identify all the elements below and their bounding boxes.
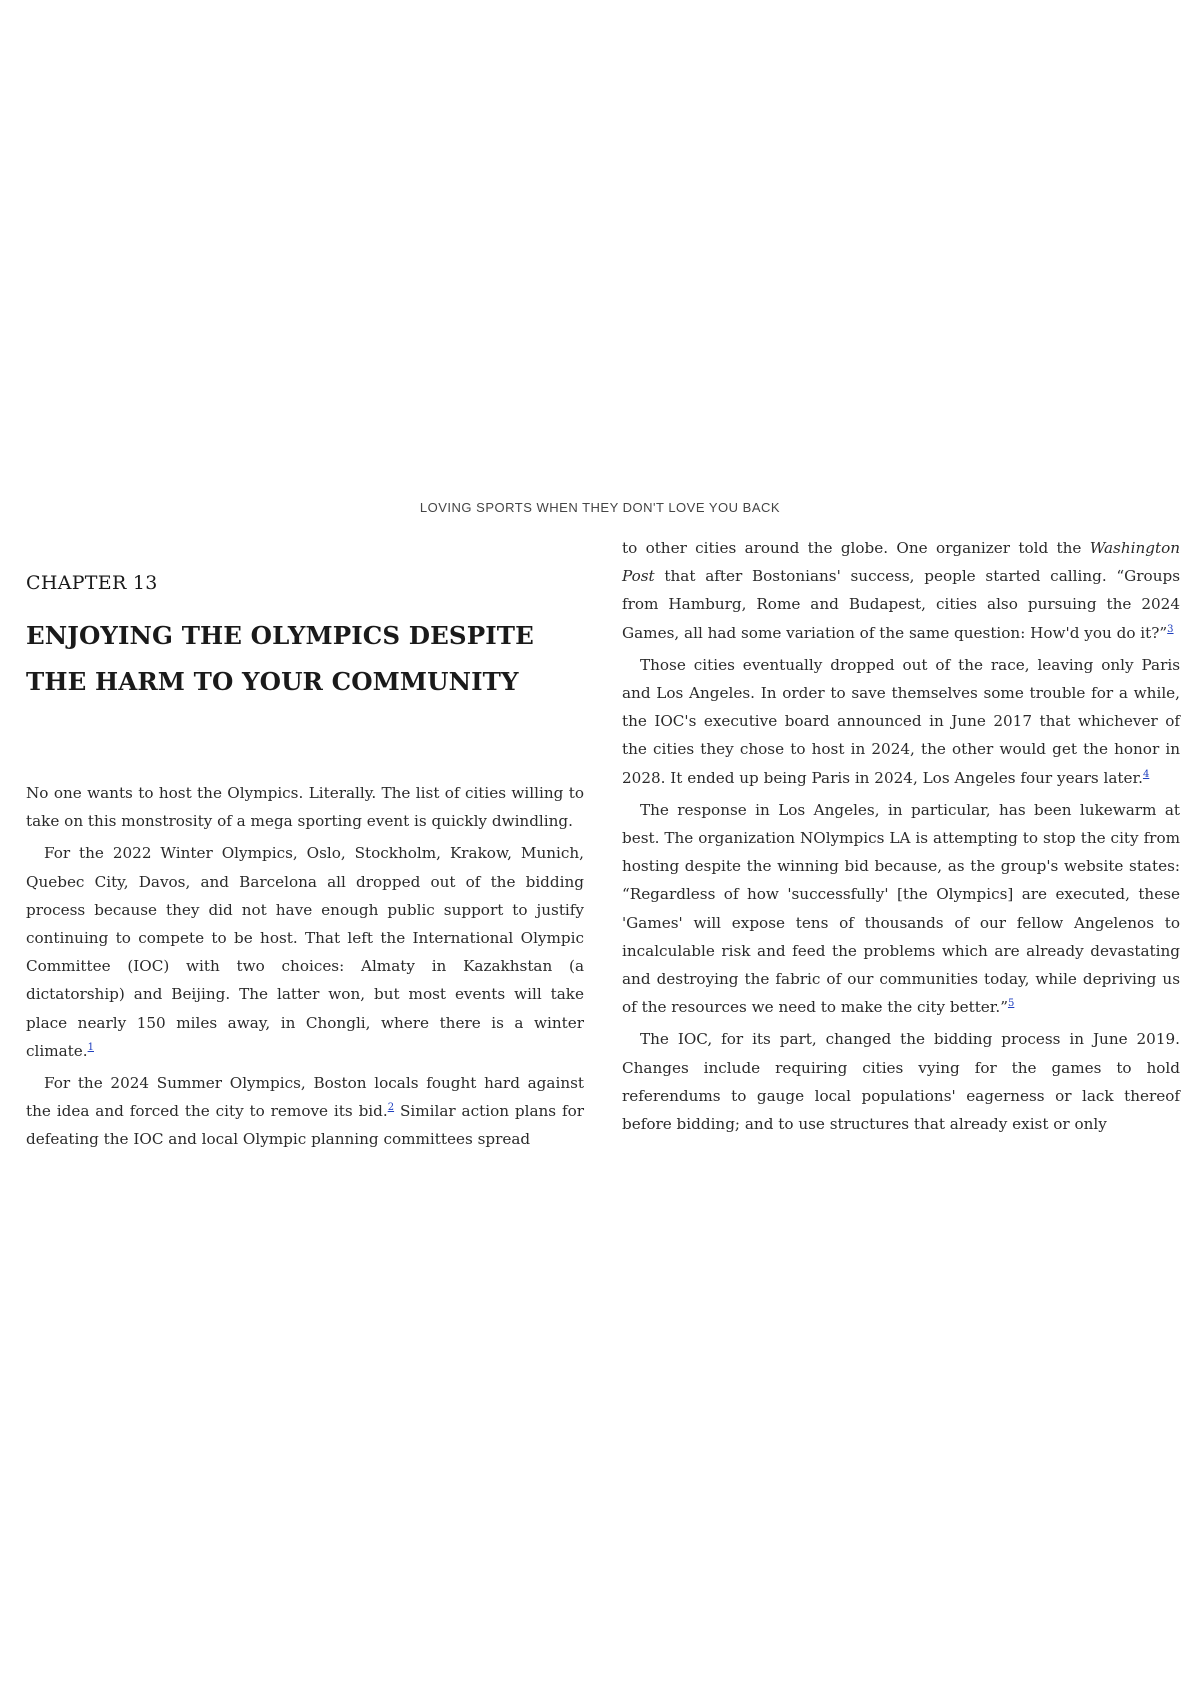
chapter-title-line-1: ENJOYING THE OLYMPICS DESPITE — [26, 621, 534, 650]
footnote-link-1[interactable]: 1 — [87, 1041, 94, 1053]
right-paragraph-2-text: Those cities eventually dropped out of the race, leaving only Paris and Los Angeles. In order to save themselves some trouble for a while, the IOC's executive board announced in June 2017 that whichever of the cities they chose to host in 2024, the other would get the honor in 2028. It ended up being Paris in 2024, Los Angeles four years later. — [622, 655, 1180, 787]
left-column — [26, 534, 584, 1154]
footnote-link-5[interactable]: 5 — [1007, 998, 1015, 1010]
right-paragraph-3 — [622, 796, 1180, 1022]
footnote-link-2[interactable]: 2 — [387, 1102, 395, 1114]
left-paragraph-3-text-a: For the 2024 Summer Olympics, Boston locals fought hard against the idea and forced the city to remove its bid. — [26, 1074, 584, 1121]
right-paragraph-3-text: The response in Los Angeles, in particular, has been lukewarm at best. The organization NOlympics LA is attempting to stop the city from hosting despite the winning bid because, as the group's website states: “Regardless of how 'successfully' [the Olympics] are executed, these 'Games' will expose tens of thousands of our fellow Angelenos to incalculable risk and feed the problems which are already devastating and destroying the fabric of our communities today, while depriving us of the resources we need to make the city better.” — [622, 800, 1180, 1017]
publication-name: Washington Post — [622, 539, 1180, 586]
right-paragraph-1-text-b: that after Bostonians' success, people started calling. “Groups from Hamburg, Rome and Budapest, cities also pursuing the 2024 Games, all had some variation of the same question: How'd you do it?” — [622, 567, 1180, 642]
right-column — [622, 534, 1180, 1138]
right-paragraph-1 — [622, 534, 1180, 647]
left-paragraph-1: No one wants to host the Olympics. Literally. The list of cities willing to take on this monstrosity of a mega sporting event is quickly dwindling. — [26, 784, 584, 831]
left-paragraph-3 — [26, 1069, 584, 1154]
chapter-title-line-2: THE HARM TO YOUR COMMUNITY — [26, 667, 519, 696]
left-paragraph-2 — [26, 839, 584, 1065]
left-paragraph-2-text: For the 2022 Winter Olympics, Oslo, Stockholm, Krakow, Munich, Quebec City, Davos, and Barcelona all dropped out of the bidding process because they did not have enough public support to justify continuing to compete to be host. That left the International Olympic Committee (IOC) with two choices: Almaty in Kazakhstan (a dictatorship) and Beijing. The latter won, but most events will take place nearly 150 miles away, in Chongli, where there is a winter climate. — [26, 844, 584, 1060]
left-paragraph-3-text-b: Similar action plans for defeating the IOC and local Olympic planning committees spread — [26, 1102, 585, 1149]
running-header: LOVING SPORTS WHEN THEY DON'T LOVE YOU BACK — [419, 500, 781, 515]
chapter-title — [26, 613, 584, 705]
chapter-label: CHAPTER 13 — [26, 572, 158, 594]
footnote-link-4[interactable]: 4 — [1142, 768, 1150, 780]
footnote-link-3[interactable]: 3 — [1167, 623, 1174, 635]
right-paragraph-2 — [622, 651, 1180, 792]
right-paragraph-4: The IOC, for its part, changed the bidding process in June 2019. Changes include requiring cities vying for the games to hold referendums to gauge local populations' eagerness or lack thereof before bidding; and to use structures that already exist or only — [622, 1030, 1180, 1134]
right-paragraph-1-text-a: to other cities around the globe. One organizer told the — [622, 539, 1090, 557]
